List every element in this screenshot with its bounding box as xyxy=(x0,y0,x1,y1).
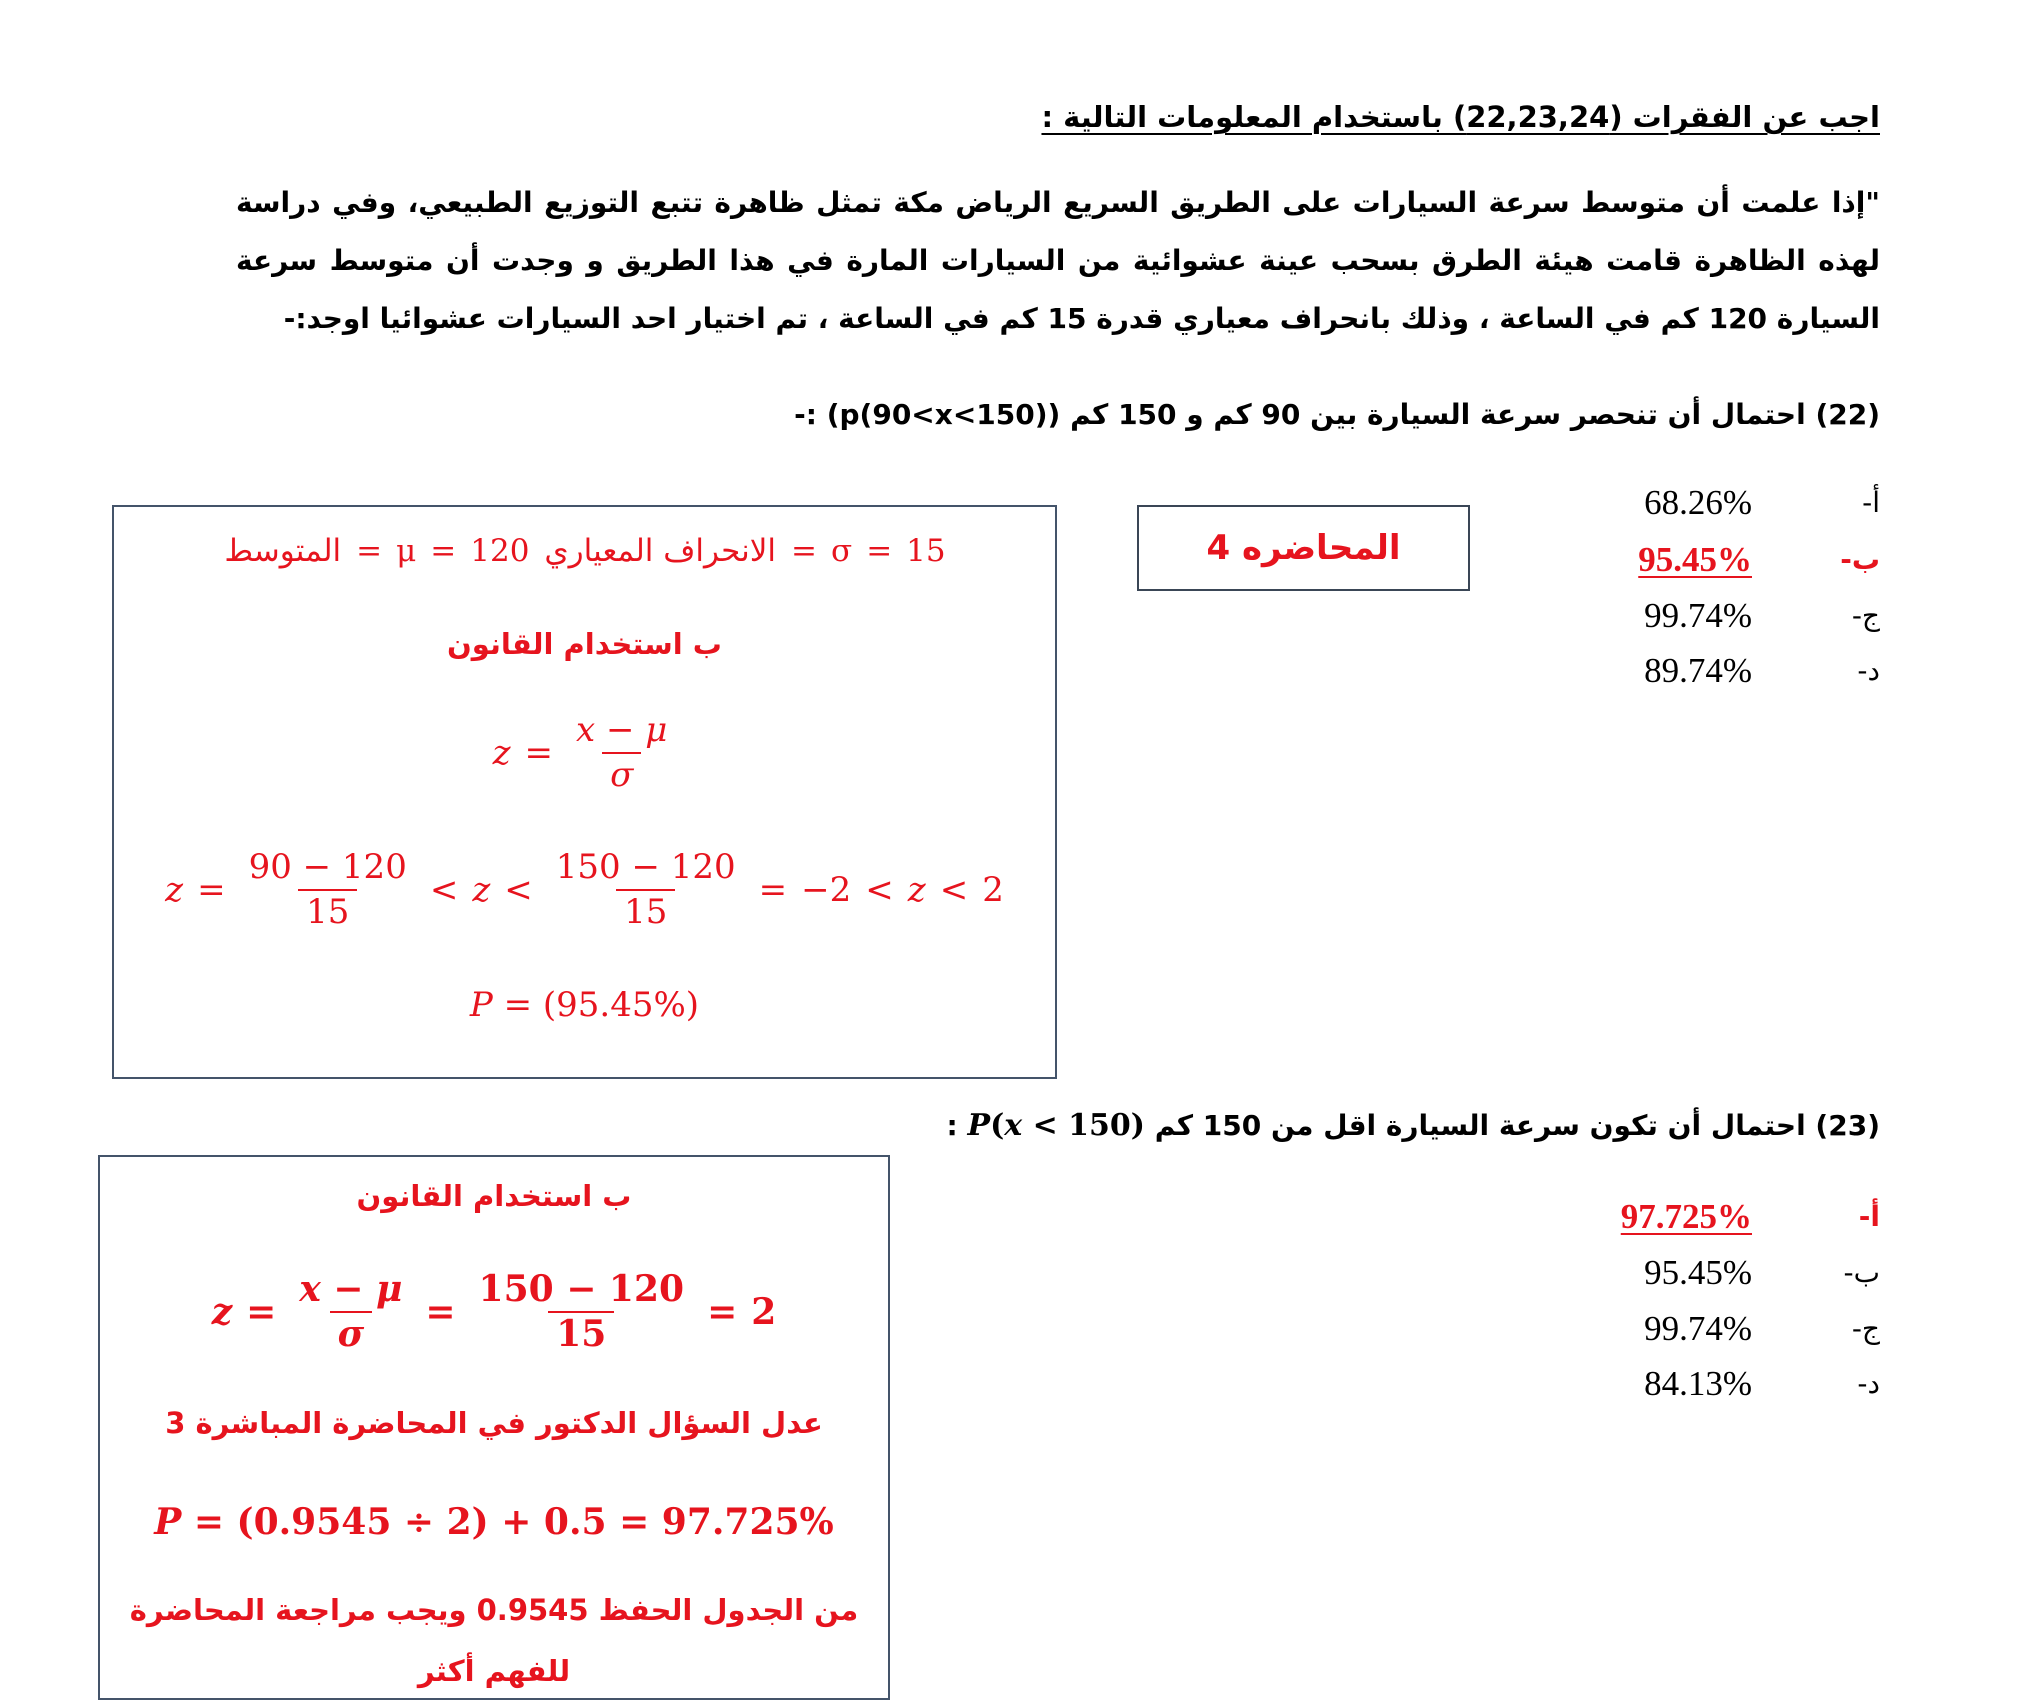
probability-expression: = (95.45%) xyxy=(503,985,700,1025)
fraction-numerator: 150 − 120 xyxy=(555,847,736,887)
option-value: 95.45% xyxy=(1644,1253,1752,1292)
question-22-suffix: :- xyxy=(794,398,817,431)
option-value: 97.725% xyxy=(1620,1197,1752,1236)
intro-line: "إذا علمت أن متوسط سرعة السيارات على الطريق السريع الرياض مكة تمثل ظاهرة تتبع التوزيع الطبيعي، وفي دراسة xyxy=(236,186,1880,219)
fraction-numerator: 90 − 120 xyxy=(248,847,407,887)
z-variable: z xyxy=(492,733,511,773)
sigma-symbol: σ xyxy=(831,533,853,569)
fraction-denominator: 15 xyxy=(548,1311,614,1356)
option-label: ب- xyxy=(1843,1256,1880,1289)
fraction-denominator: 15 xyxy=(298,889,357,934)
intro-line: لهذه الظاهرة قامت هيئة الطرق بسحب عينة عشوائية من السيارات المارة في هذا الطريق و وجدت أن متوسط سرعة xyxy=(236,244,1880,277)
fraction-denominator: σ xyxy=(602,752,641,797)
question-23 xyxy=(947,1097,1880,1155)
z-variable: z xyxy=(211,1291,233,1333)
fraction xyxy=(568,709,675,797)
mu-symbol: μ xyxy=(396,533,417,569)
question-22-text: (22) احتمال أن تنحصر سرعة السيارة بين 90 كم و 150 كم xyxy=(1070,398,1880,431)
z-variable: z xyxy=(907,870,926,910)
option-label: ج- xyxy=(1851,599,1880,632)
fraction-numerator: 150 − 120 xyxy=(478,1268,685,1310)
z-formula xyxy=(114,708,1055,798)
equals-sign: = xyxy=(246,1291,277,1333)
option-value: 68.26% xyxy=(1644,483,1752,522)
mean-value: 120 xyxy=(470,533,530,569)
z-range-formula xyxy=(114,845,1055,935)
probability-result xyxy=(114,980,1055,1030)
equals-sign: = xyxy=(707,1291,738,1333)
method-heading: ب استخدام القانون xyxy=(356,1179,632,1213)
note-line: عدل السؤال الدكتور في المحاضرة المباشرة 3 xyxy=(165,1406,823,1440)
fraction-numerator: x − μ xyxy=(576,710,668,750)
lower-bound: −2 xyxy=(801,870,852,910)
z-formula xyxy=(100,1267,888,1357)
lecture-label-box xyxy=(1137,505,1470,591)
equals-sign: = xyxy=(425,1291,456,1333)
fraction-numerator: x − μ xyxy=(299,1268,403,1310)
fraction-denominator: 15 xyxy=(616,889,675,934)
probability-expression: = (0.9545 ÷ 2) + 0.5 = 97.725% xyxy=(193,1501,834,1543)
z-variable: z xyxy=(165,870,184,910)
intro-line: السيارة 120 كم في الساعة ، وذلك بانحراف معياري قدرة 15 كم في الساعة ، تم اختيار احد السيارات عشوائيا اوجد:- xyxy=(283,302,1880,335)
math-rest: < 150) xyxy=(1022,1108,1145,1143)
fraction xyxy=(241,846,415,934)
question-22-math: (p(90<x<150)) xyxy=(826,398,1061,431)
option-label: د- xyxy=(1857,654,1880,687)
equals-sign: = xyxy=(758,870,788,910)
remark-line: للفهم أكثر xyxy=(417,1654,571,1688)
given-values xyxy=(114,529,1055,573)
z-variable: z xyxy=(472,870,491,910)
equals-sign: = xyxy=(197,870,226,910)
sd-label: الانحراف المعياري xyxy=(544,533,777,569)
question-22 xyxy=(794,386,1880,444)
equals-sign: = xyxy=(866,533,893,569)
p-symbol: P xyxy=(154,1501,182,1543)
equals-sign: = xyxy=(791,533,818,569)
less-than-sign: < xyxy=(865,870,894,910)
option-label: أ- xyxy=(1858,1200,1880,1233)
mean-label: المتوسط xyxy=(224,533,342,569)
question-23-text: (23) احتمال أن تكون سرعة السيارة اقل من 150 كم xyxy=(1154,1109,1880,1142)
equals-sign: = xyxy=(430,533,457,569)
equals-sign: = xyxy=(524,733,554,773)
sd-value: 15 xyxy=(906,533,946,569)
option-label: أ- xyxy=(1862,486,1880,519)
option-value: 99.74% xyxy=(1644,596,1752,635)
option-label: ج- xyxy=(1851,1312,1880,1345)
lecture-label: المحاضره 4 xyxy=(1206,528,1401,568)
z-value: 2 xyxy=(751,1291,777,1333)
probability-result xyxy=(100,1497,888,1547)
p-symbol: P xyxy=(967,1108,991,1143)
less-than-sign: < xyxy=(429,870,459,910)
remark-line: من الجدول الحفظ 0.9545 ويجب مراجعة المحاضرة xyxy=(129,1593,859,1627)
option-value: 99.74% xyxy=(1644,1309,1752,1348)
equals-sign: = xyxy=(356,533,383,569)
fraction xyxy=(548,846,744,934)
method-heading: ب استخدام القانون xyxy=(447,627,722,661)
fraction-denominator: σ xyxy=(330,1311,373,1356)
less-than-sign: < xyxy=(939,870,969,910)
x-variable: x xyxy=(1004,1108,1023,1143)
option-value: 95.45% xyxy=(1638,540,1752,579)
option-label: د- xyxy=(1857,1367,1880,1400)
question-23-suffix: : xyxy=(946,1109,958,1142)
fraction xyxy=(291,1268,410,1356)
p-symbol: P xyxy=(469,985,493,1025)
fraction xyxy=(471,1268,693,1356)
upper-bound: 2 xyxy=(982,870,1004,910)
solution-box-23 xyxy=(98,1155,890,1700)
question-23-math xyxy=(968,1108,1146,1143)
solution-box-22 xyxy=(112,505,1057,1079)
open-paren: ( xyxy=(990,1108,1005,1143)
option-value: 84.13% xyxy=(1644,1364,1752,1403)
less-than-sign: < xyxy=(504,870,533,910)
page-title: اجب عن الفقرات (22,23,24) باستخدام المعلومات التالية : xyxy=(1041,100,1880,134)
option-label: ب- xyxy=(1840,543,1880,576)
option-value: 89.74% xyxy=(1644,651,1752,690)
